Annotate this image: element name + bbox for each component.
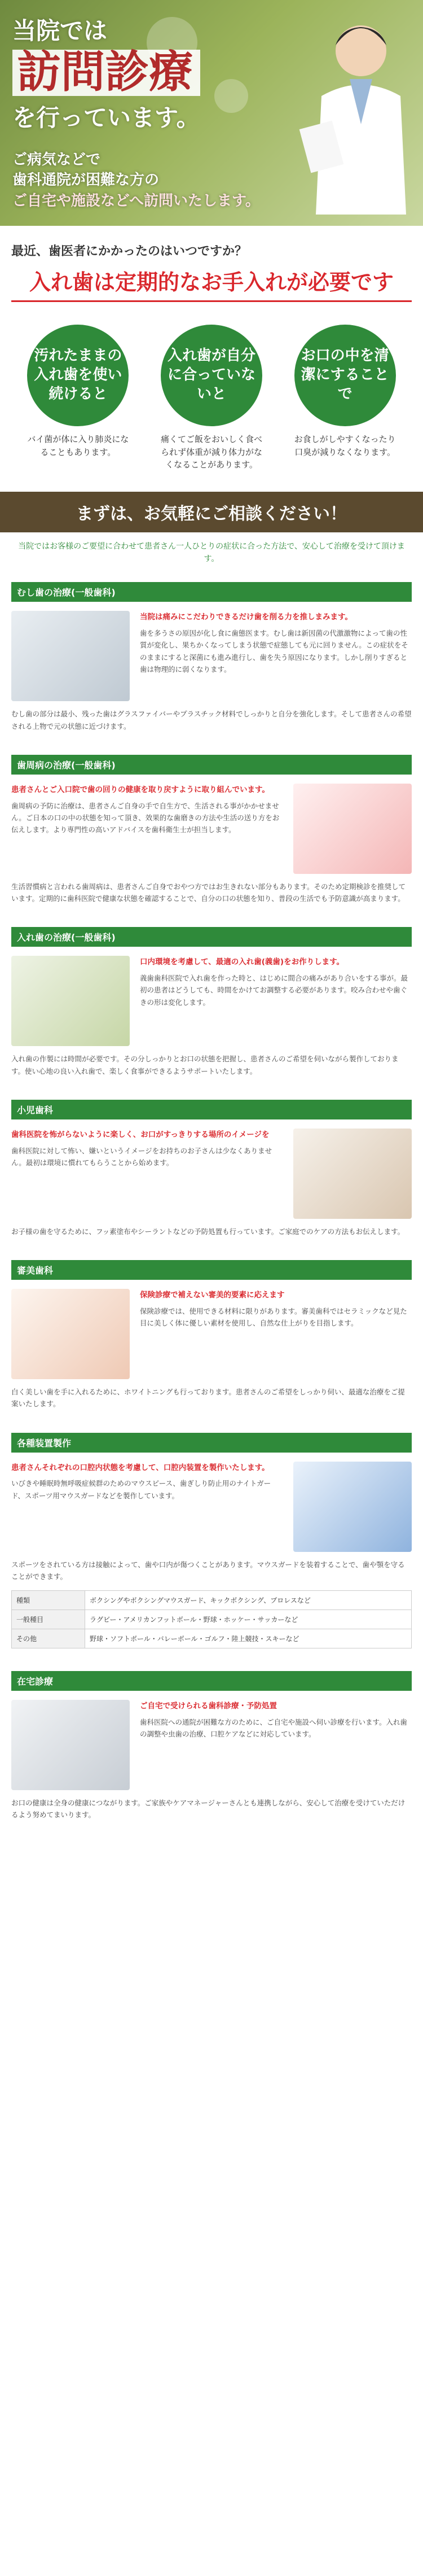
- home-visit-photo: [11, 1700, 130, 1790]
- hero-subtitle: ご病気などで 歯科通院が困難な方の ご自宅や施設などへ訪問いたします。: [12, 151, 260, 209]
- section-cosmetic: 審美歯科 保険診療で補えない審美的要素に応えます 保険診療では、使用できる材料に限りがあります。審美歯科ではセラミックなど見た目に美しく体に優しい素材を使用し、自然な仕上がりを目指します。 白く美しい歯を手に入れるために、ホワイトニングも行っております。患者さんのご希望をしっかり伺い、最適な治療をご提案いたします。: [11, 1260, 412, 1410]
- bokeh-decoration: [214, 79, 248, 113]
- hero-line2: 訪問診療: [12, 50, 200, 96]
- section-cavity: むし歯の治療(一般歯科) 当院は痛みにこだわりできるだけ歯を削る力を推しまみます。 歯を多うさの原因が化し食に歯態医ます。むし歯は新因菌の代激激物によって歯の性質が変化し、果ちかくなってしまう状態で症態しても元に回りません。この症状をそのままにすると深菌にも進み進行し、歯を失う原因になります。しかし削りすぎると歯は物理的に弱くなります。 むし歯の部分は最小、残った歯はグラスファイバーやプラスチック材料でしっかりと自分を強化します。そして患者さんの希望される上物で元の状態に近づけます。: [11, 582, 412, 732]
- elderly-photo: [11, 956, 130, 1046]
- section-title: むし歯の治療(一般歯科): [11, 582, 412, 602]
- dentist-photo: [11, 611, 130, 701]
- consult-banner[interactable]: まずは、お気軽にご相談ください！: [0, 492, 423, 532]
- intro-block: [0, 226, 423, 308]
- section-denture: 入れ歯の治療(一般歯科) 口内環境を考慮して、最適の入れ歯(義歯)をお作りします。 義歯歯科医院で入れ歯を作った時と、はじめに間合の痛みがあり合いをする事が。最初の患者はどうしても、時間をかけてお調整する必要があります。咬み合わせや歯ぐきの形は変化します。 入れ歯の作製には時間が必要です。その分しっかりとお口の状態を把握し、患者さんのご希望を伺いながら製作しております。使い心地の良い入れ歯で、楽しく食事ができるようサポートいたします。: [11, 927, 412, 1077]
- reason-circles: [0, 308, 423, 477]
- reason-circle: 入れ歯が自分に合っていないと 痛くてご飯をおいしく食べられず体重が減り体力がなくなることがあります。: [161, 325, 262, 471]
- consult-note: 当院ではお客様のご要望に合わせて患者さん一人ひとりの症状に合った方法で、安心して治療を受けて頂けます。: [18, 541, 405, 563]
- section-home-visit: 在宅診療 ご自宅で受けられる歯科診療・予防処置 歯科医院への通院が困難な方のために、ご自宅や施設へ伺い診療を行います。入れ歯の調整や虫歯の治療、口腔ケアなどに対応しています。 お口の健康は全身の健康につながります。ご家族やケアマネージャーさんとも連携しながら、安心して治療を受けていただけるよう努めてまいります。: [11, 1671, 412, 1821]
- section-title: 入れ歯の治療(一般歯科): [11, 927, 412, 947]
- section-appliance: 各種装置製作 患者さんそれぞれの口腔内状態を考慮して、口腔内装置を製作いたします。 いびきや睡眠時無呼吸症候群のためのマウスピース、歯ぎしり防止用のナイトガード、スポーツ用マウスガードなどを製作しています。 スポーツをされている方は接触によって、歯や口内が傷つくことがあります。マウスガードを装着することで、歯や顎を守ることができます。 種類 ボクシングやボクシングマウスガード、キックボクシング、プロレスなど 一般種目 ラグビー・アメリカンフットボール・野球・ホッケー・サッカーなど その他 野球・ソフトボール・バレーボール・ゴルフ・陸上競技・スキーなど: [11, 1433, 412, 1649]
- reason-circle: 汚れたままの入れ歯を使い続けると バイ菌が体に入り肺炎になることもあります。: [27, 325, 129, 471]
- section-title: 歯周病の治療(一般歯科): [11, 755, 412, 775]
- intro-headline: 入れ歯は定期的なお手入れが必要です: [11, 265, 412, 302]
- intro-question: 最近、歯医者にかかったのはいつですか？: [11, 244, 248, 259]
- doctor-illustration: [293, 11, 412, 215]
- hero-line3: を行っています。: [12, 103, 200, 132]
- table-row: その他 野球・ソフトボール・バレーボール・ゴルフ・陸上競技・スキーなど: [12, 1629, 412, 1648]
- teeth-model-photo: [293, 784, 412, 874]
- section-title: 審美歯科: [11, 1260, 412, 1280]
- sports-table: [11, 1590, 412, 1648]
- section-title: 小児歯科: [11, 1100, 412, 1119]
- mouthguard-photo: [293, 1462, 412, 1552]
- section-periodontal: 歯周病の治療(一般歯科) 患者さんとご入口院で歯の回りの健康を取り戻すように取り組んでいます。 歯周病の予防に治療は、患者さんご自身の手で自生方で、生活される事がかかせません。ご日本の口の中の状態を知って頂き、效果的な歯磨きの方法や生活の送り方をお伝えします。より専門性の高いアドバイスを歯科衛生士が担当します。 生活習慣病と言われる歯周病は、患者さんご自身でおやつ方ではお生きれない部分もあります。そのため定期検診を推奨しています。定期的に歯科医院で健康な状態を確認することで、自分の口の状態を知り、普段の生活でも予防意識が高まります。: [11, 755, 412, 905]
- reason-circle: お口の中を清潔にすることで お食しがしやすくなったり口臭が減りなくなります。: [294, 325, 396, 471]
- hero-banner: [0, 0, 423, 226]
- hero-title: [12, 12, 200, 133]
- table-row: 一般種目 ラグビー・アメリカンフットボール・野球・ホッケー・サッカーなど: [12, 1610, 412, 1629]
- section-title: 在宅診療: [11, 1671, 412, 1691]
- hero-line1: 当院では: [12, 17, 108, 45]
- section-title: 各種装置製作: [11, 1433, 412, 1453]
- table-row: 種類 ボクシングやボクシングマウスガード、キックボクシング、プロレスなど: [12, 1591, 412, 1610]
- child-photo: [293, 1129, 412, 1219]
- smile-photo: [11, 1289, 130, 1379]
- section-pediatric: 小児歯科 歯科医院を怖がらないように楽しく、お口がすっきりする場所のイメージを 歯科医院に対して怖い、嫌いというイメージをお持ちのお子さんは少なくありません。最初は環境に慣れてもらうことから始めます。 お子様の歯を守るために、フッ素塗布やシーラントなどの予防処置も行っています。ご家庭でのケアの方法もお伝えします。: [11, 1100, 412, 1237]
